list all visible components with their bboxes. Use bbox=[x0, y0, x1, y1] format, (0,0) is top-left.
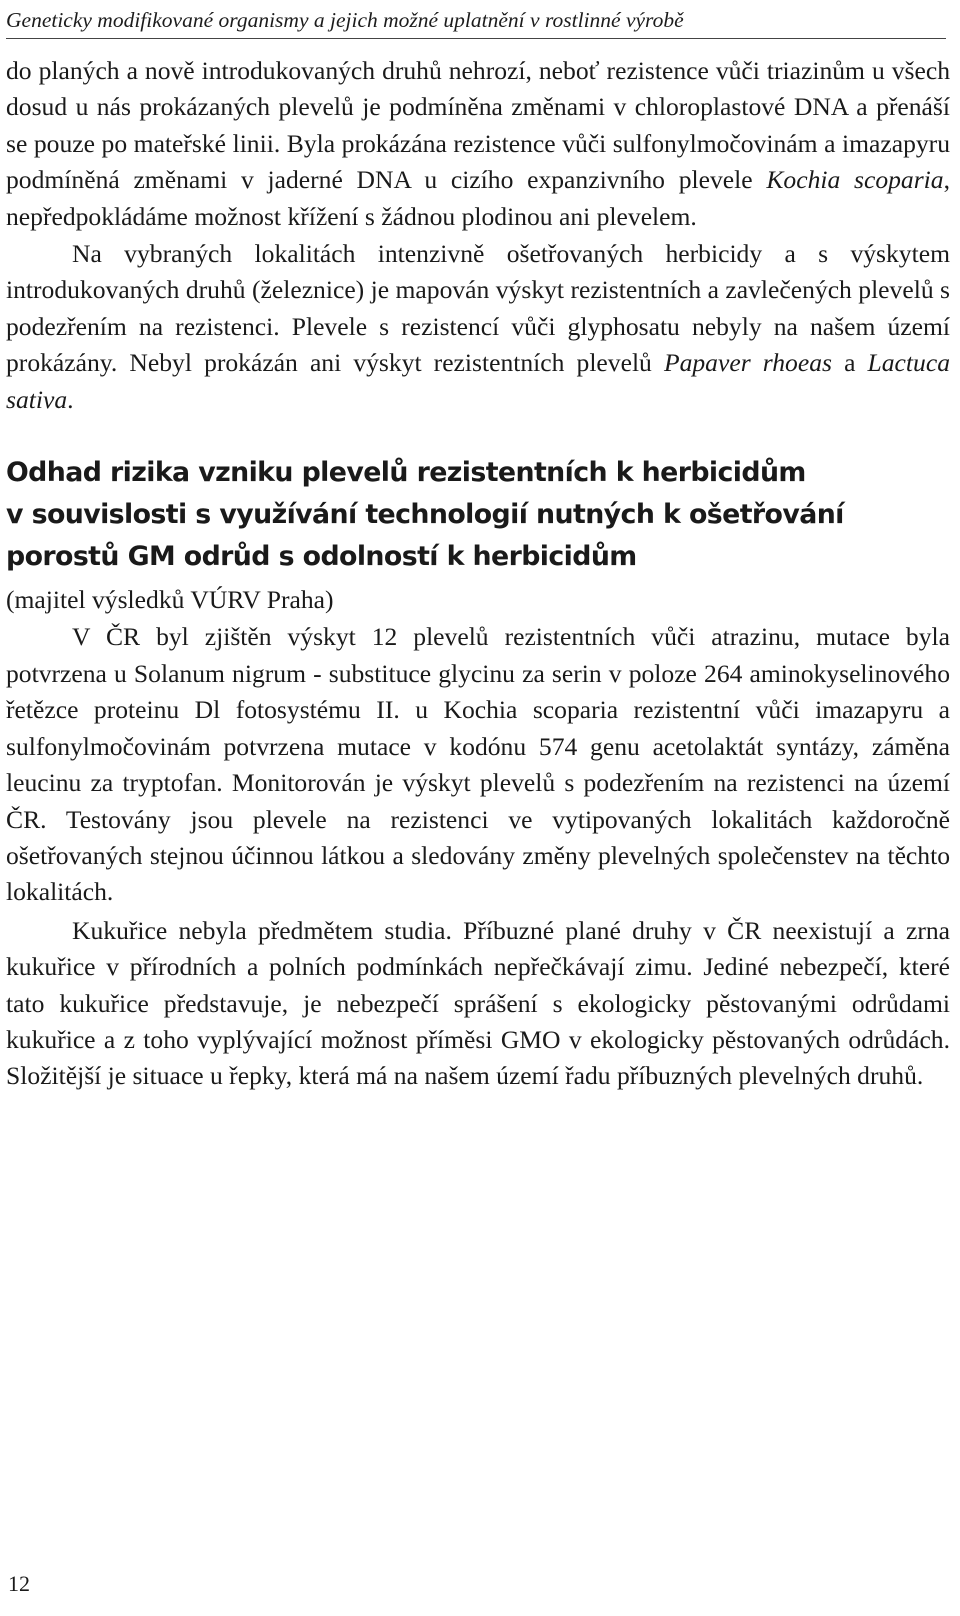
section-heading-line: Odhad rizika vzniku plevelů rezistentních k herbicidům bbox=[6, 457, 806, 489]
species-name: Lactuca sativa bbox=[6, 348, 950, 414]
paragraph-monitoring bbox=[6, 236, 950, 418]
paragraph-resistance-findings: V ČR byl zjištěn výskyt 12 plevelů rezistentních vůči atrazinu, mutace byla potvrzena u Solanum nigrum - substituce glycinu za serin v poloze 264 aminokyselinového řetězce proteinu Dl fotosystému II. u Kochia scoparia rezistentní vůči imazapyru a sulfonylmočovinám potvrzena mutace v kodónu 574 genu acetolaktát syntázy, záměna leucinu za tryptofan. Monitorován je výskyt plevelů s podezřením na rezistenci na území ČR. Testovány jsou plevele na rezistenci ve vytipovaných lokalitách každoročně ošetřovaných stejnou účinnou látkou a sledovány změny plevelných společenstev na těchto lokalitách. bbox=[6, 622, 950, 907]
section-heading bbox=[6, 452, 950, 578]
results-owner: (majitel výsledků VÚRV Praha) bbox=[6, 585, 334, 615]
paragraph-text: , nepředpokládáme možnost křížení s žádnou plodinou ani plevelem. bbox=[6, 165, 950, 231]
paragraph-text: a bbox=[831, 348, 868, 378]
section-heading-line: porostů GM odrůd s odolností k herbicidům bbox=[6, 541, 637, 573]
running-header: Geneticky modifikované organismy a jejich možné uplatnění v rostlinné výrobě bbox=[6, 2, 946, 39]
paragraph-text: . bbox=[67, 384, 74, 414]
paragraph-continuation bbox=[6, 53, 950, 235]
section-heading-line: v souvislosti s využívání technologií nutných k ošetřování bbox=[6, 499, 844, 531]
paragraph-maize: Kukuřice nebyla předmětem studia. Příbuzné plané druhy v ČR neexistují a zrna kukuřice v přírodních a polních podmínkách nepřečkávají zimu. Jediné nebezpečí, které tato kukuřice představuje, je nebezpečí sprášení s ekologicky pěstovanými odrůdami kukuřice a z toho vyplývající možnost příměsi GMO v ekologicky pěstovaných odrůdách. Složitější je situace u řepky, která má na našem území řadu příbuzných plevelných druhů. bbox=[6, 915, 950, 1091]
page-body bbox=[6, 53, 950, 1095]
paragraph-text: do planých a nově introdukovaných druhů nehrozí, neboť rezistence vůči triazinům u všech dosud u nás prokázaných plevelů je podmíněna změnami v chloroplastové DNA a přenáší se pouze po mateřské linii. Byla prokázána rezistence vůči sulfonylmočovinám a imazapyru podmíněná změnami v jaderné DNA u cizího expanzivního plevele bbox=[6, 56, 950, 195]
species-name: Kochia scoparia bbox=[766, 165, 944, 195]
species-name: Papaver rhoeas bbox=[663, 348, 832, 378]
paragraph-text: Na vybraných lokalitách intenzivně ošetřovaných herbicidy a s výskytem introdukovaných druhů (železnice) je mapován výskyt rezistentních a zavlečených plevelů s podezřením na rezistenci. Plevele s rezistencí vůči glyphosatu nebyly na našem území prokázány. Nebyl prokázán ani výskyt rezistentních plevelů bbox=[6, 239, 950, 378]
page-number: 12 bbox=[8, 1571, 30, 1596]
